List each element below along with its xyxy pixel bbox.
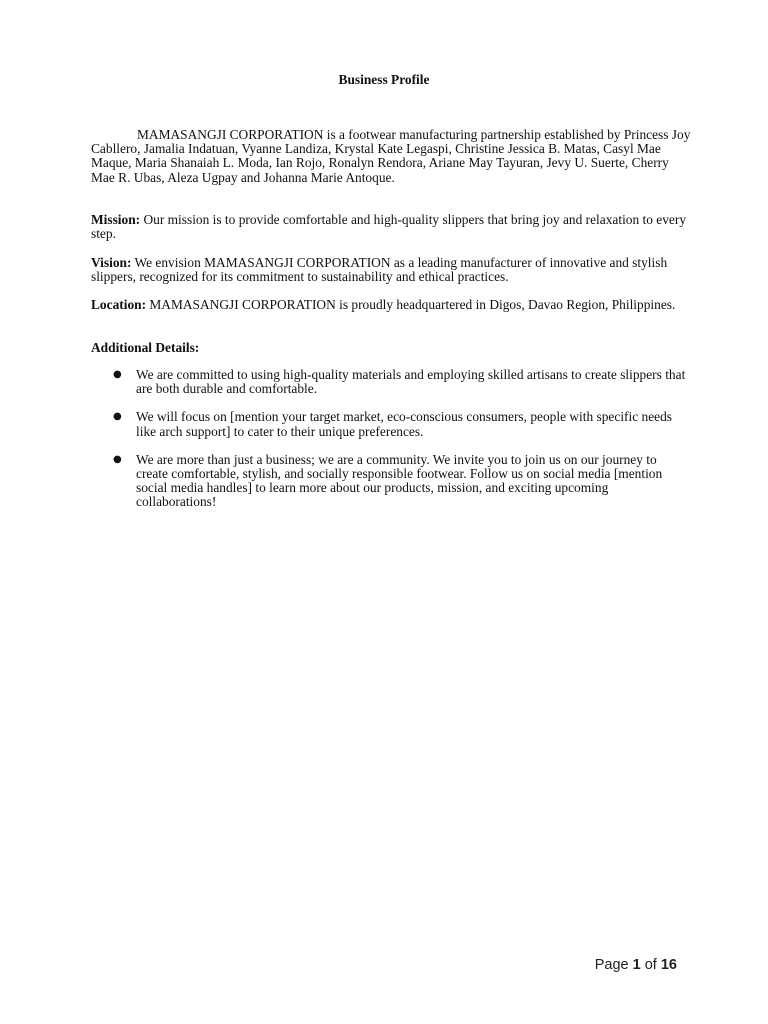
bullet-icon: ●: [113, 453, 122, 465]
list-item-text: We are more than just a business; we are a community. We invite you to join us on our journey to create comfortable, stylish, and socially responsible footwear. Follow us on social media [mention social media handles] to learn more about our products, mission, and exciting upcoming collaborations!: [136, 451, 663, 510]
page-prefix: Page: [594, 957, 629, 973]
intro-paragraph: [91, 128, 691, 185]
list-item-text: We will focus on [mention your target market, eco-conscious consumers, people with specific needs like arch support] to cater to their unique preferences.: [136, 409, 673, 439]
location-paragraph: [91, 298, 691, 312]
location-label: Location:: [91, 297, 147, 312]
mission-text: Our mission is to provide comfortable and high-quality slippers that bring joy and relaxation to every step.: [91, 212, 687, 242]
document-title: Business Profile: [338, 72, 430, 87]
mission-paragraph: [91, 213, 691, 241]
vision-paragraph: [91, 256, 691, 284]
additional-details-heading: Additional Details:: [91, 340, 200, 355]
intro-text: MAMASANGJI CORPORATION is a footwear manufacturing partnership established by Princess Joy Cabllero, Jamalia Indatuan, Vyanne Landiza, Krystal Kate Legaspi, Christine Jessica B. Matas, Casyl Mae Maque, Maria Shanaiah L. Moda, Ian Rojo, Ronalyn Rendora, Ariane May Tayuran, Jevy U. Suerte, Cherry Mae R. Ubas, Aleza Ugpay and Johanna Marie Antoque.: [91, 127, 691, 185]
total-pages-number: 16: [660, 957, 677, 973]
location-text: MAMASANGJI CORPORATION is proudly headquartered in Digos, Davao Region, Philippines.: [146, 297, 676, 312]
vision-label: Vision:: [91, 255, 132, 270]
page-number: [595, 958, 677, 972]
list-item: [91, 453, 691, 510]
page-of-label: of: [644, 957, 657, 973]
list-item: [91, 410, 691, 438]
bullet-icon: ●: [113, 411, 122, 423]
mission-label: Mission:: [91, 212, 141, 227]
bullet-icon: ●: [113, 369, 122, 380]
vision-text: We envision MAMASANGJI CORPORATION as a leading manufacturer of innovative and stylish slippers, recognized for its commitment to sustainability and ethical practices.: [91, 255, 668, 285]
current-page-number: 1: [632, 957, 641, 973]
additional-details-list: [91, 368, 691, 524]
list-item: [91, 368, 691, 396]
list-item-text: We are committed to using high-quality materials and employing skilled artisans to create slippers that are both durable and comfortable.: [136, 367, 686, 397]
